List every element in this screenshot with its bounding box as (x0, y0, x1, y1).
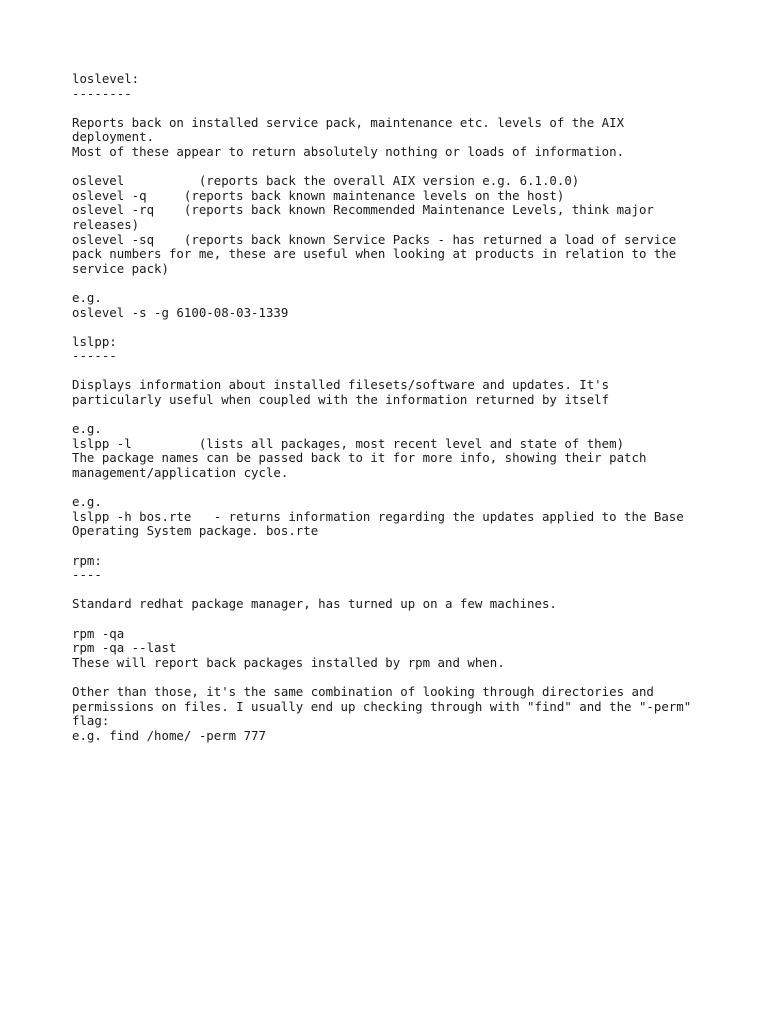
text-line: lslpp -l (lists all packages, most recent level and state of them) (72, 435, 625, 451)
text-line: permissions on files. I usually end up checking through with "find" and the "-perm" (72, 698, 692, 714)
text-line: service pack) (72, 260, 169, 276)
text-line: e.g. find /home/ -perm 777 (72, 727, 266, 743)
text-line: lslpp: (72, 333, 117, 349)
text-line (72, 160, 712, 175)
text-line (72, 583, 712, 598)
text-line: oslevel -sq (reports back known Service Packs - has returned a load of service (72, 231, 677, 247)
text-line: lslpp -h bos.rte - returns information regarding the updates applied to the Base (72, 508, 684, 524)
text-line: flag: (72, 713, 110, 729)
text-line: oslevel (reports back the overall AIX version e.g. 6.1.0.0) (72, 173, 580, 189)
text-line: rpm: (72, 552, 102, 568)
text-line: pack numbers for me, these are useful when looking at products in relation to the (72, 246, 677, 262)
text-line: deployment. (72, 129, 155, 145)
text-line: oslevel -rq (reports back known Recommended Maintenance Levels, think major (72, 202, 654, 218)
text-line: ---- (72, 567, 102, 583)
text-line (72, 276, 712, 291)
text-line (72, 481, 712, 496)
text-line: Standard redhat package manager, has turned up on a few machines. (72, 596, 557, 612)
document-page (72, 72, 712, 743)
text-line: oslevel -s -g 6100-08-03-1339 (72, 304, 289, 320)
text-line: -------- (72, 85, 132, 101)
text-line: e.g. (72, 421, 102, 437)
text-line: Operating System package. bos.rte (72, 523, 319, 539)
text-line: e.g. (72, 494, 102, 510)
text-line (72, 670, 712, 685)
text-line (72, 612, 712, 627)
text-line (72, 364, 712, 379)
text-line (72, 408, 712, 423)
text-line: Reports back on installed service pack, maintenance etc. levels of the AIX (72, 114, 625, 130)
text-line: ------ (72, 348, 117, 364)
text-line: The package names can be passed back to it for more info, showing their patch (72, 450, 647, 466)
text-line: releases) (72, 216, 140, 232)
text-line: These will report back packages installed by rpm and when. (72, 654, 505, 670)
text-line: rpm -qa --last (72, 640, 177, 656)
text-line: loslevel: (72, 71, 140, 86)
text-line (72, 320, 712, 335)
text-line: Most of these appear to return absolutely nothing or loads of information. (72, 143, 625, 159)
text-line: particularly useful when coupled with the information returned by itself (72, 392, 610, 408)
text-line: e.g. (72, 289, 102, 305)
text-line: Other than those, it's the same combination of looking through directories and (72, 683, 654, 699)
text-line (72, 539, 712, 554)
text-line: rpm -qa (72, 625, 125, 641)
text-line: oslevel -q (reports back known maintenance levels on the host) (72, 187, 565, 203)
text-line (72, 101, 712, 116)
text-line: management/application cycle. (72, 465, 289, 481)
text-line: Displays information about installed filesets/software and updates. It's (72, 377, 610, 393)
